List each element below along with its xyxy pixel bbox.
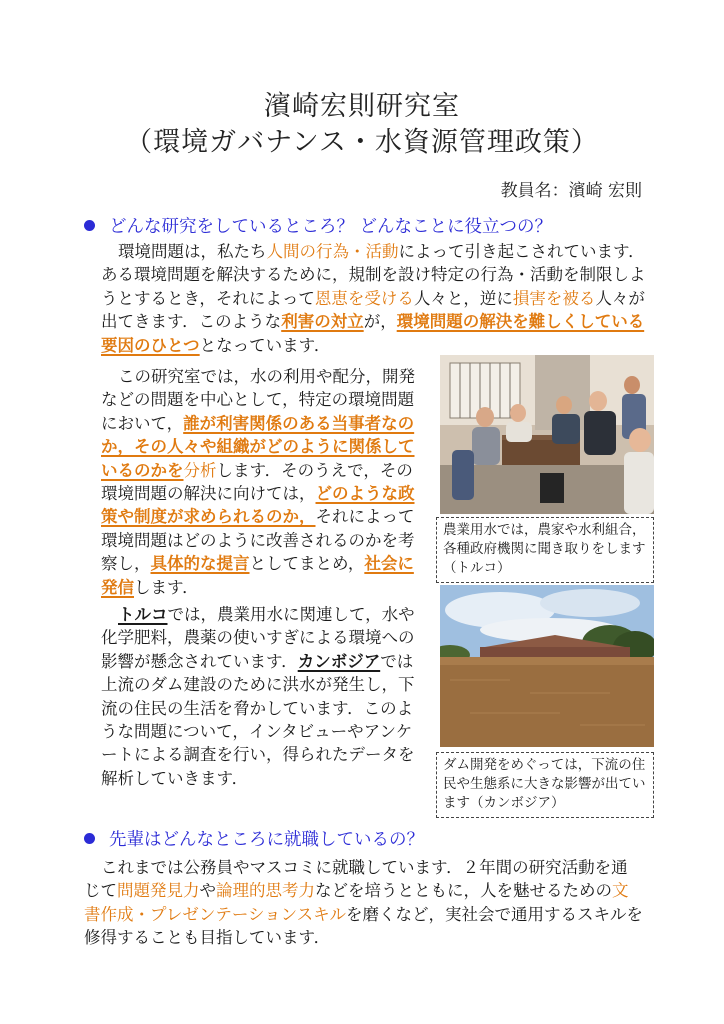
paragraph-research [101, 365, 419, 599]
text-run: します．そのうえで，その環境問題の解決に向けては， [101, 460, 413, 504]
caption-cambodia: ダム開発をめぐっては，下流の住民や生態系に大きな影響が出ています（カンボジア） [436, 752, 654, 818]
photo-turkey-interview [440, 355, 654, 514]
highlight-underlined-text: どのような政策や制度が求められるのか， [101, 484, 415, 527]
text-run: では上流のダム建設のために洪水が発生し，下流の住民の生活を脅かしています．このような問題について，インタビューやアンケートによる調査を行い，得られたデータを解析していきます． [101, 651, 415, 788]
text-run: 人々と，逆に [413, 288, 513, 308]
caption-turkey: 農業用水では，農家や水利組合，各種政府機関に聞き取りをします（トルコ） [436, 517, 654, 583]
highlight-text: 恩恵を受ける [314, 288, 414, 308]
page-title: 濱崎宏則研究室 [264, 91, 460, 122]
underlined-text: トルコ [118, 605, 168, 624]
highlight-text: 論理的思考力 [216, 881, 315, 901]
highlight-text: 分析 [183, 460, 217, 480]
highlight-underlined-text: 具体的な提言 [150, 554, 250, 574]
text-run: 人々が出てきます．このような [101, 288, 645, 332]
paragraph-careers [84, 856, 644, 950]
text-run: としてまとめ， [249, 554, 365, 574]
photo-turkey-svg [440, 355, 654, 514]
text-run: などを培うとともに，人を魅せるための [315, 881, 612, 901]
underlined-text: カンボジア [297, 651, 381, 671]
photo-cambodia-svg [440, 585, 654, 747]
section-heading-careers [84, 826, 424, 851]
text-run: を磨くなど，実社会で通用するスキルを修得することも目指しています． [84, 904, 643, 948]
highlight-text: 損害を被る [512, 288, 596, 308]
highlight-text: 人間の行為・活動 [266, 242, 399, 261]
highlight-underlined-text: 環境問題の解決を難しくしている要因のひとつ [101, 312, 645, 355]
text-run: 環境問題は，私たち [118, 242, 267, 261]
text-run: によって引き起こされています．ある環境問題を解決するために，規制を設け特定の行為・活動を制限しようとするとき，それによって [101, 242, 646, 308]
bullet-icon [84, 220, 95, 231]
paragraph-fieldwork [101, 603, 419, 790]
teacher-name: 教員名：濱崎 宏則 [500, 181, 642, 201]
highlight-underlined-text: 利害の対立 [281, 312, 364, 332]
highlight-underlined-text: 社会に発信 [101, 554, 414, 597]
highlight-text: 問題発見力 [117, 881, 200, 901]
highlight-text: 文書作成・プレゼンテーションスキル [84, 881, 629, 924]
photo-cambodia-flood [440, 585, 654, 747]
text-run: この研究室では，水の利用や配分，開発などの問題を中心として，特定の環境問題において， [101, 367, 415, 433]
highlight-underlined-text: 誰が利害関係のある当事者なのか，その人々や組織がどのように関係しているのかを [101, 413, 415, 480]
text-run: となっています． [199, 335, 331, 355]
section-heading-text: どんな研究をしているところ？ どんなことに役立つの？ [109, 217, 553, 237]
text-run: これまでは公務員やマスコミに就職しています．２年間の研究活動を通じて [84, 858, 628, 901]
text-run: します． [134, 577, 199, 597]
paragraph-intro [101, 240, 646, 357]
text-run: では，農業用水に関連して，水や化学肥料，農薬の使いすぎによる環境への影響が懸念されています． [101, 605, 415, 671]
text-run: や [199, 881, 216, 901]
text-run: が， [363, 312, 397, 332]
page-subtitle: （環境ガバナンス・水資源管理政策） [125, 127, 599, 158]
bullet-icon [84, 833, 95, 844]
section-heading-text: 先輩はどんなところに就職しているの？ [109, 830, 424, 850]
section-heading-research [84, 213, 552, 238]
text-run: それによって環境問題はどのように改善されるのかを考察し， [101, 507, 415, 574]
